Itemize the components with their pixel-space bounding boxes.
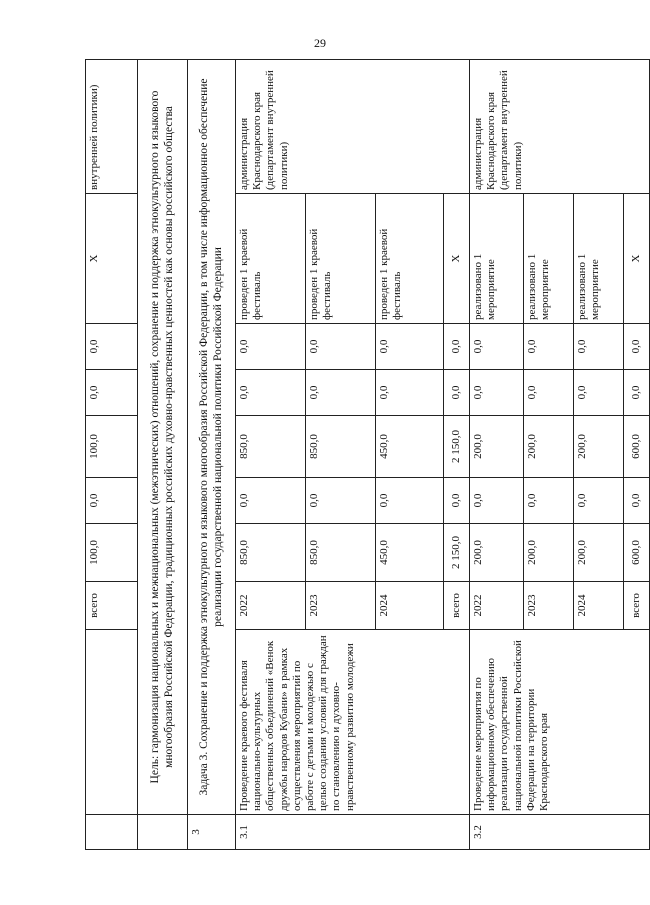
cell-empty [86,630,138,815]
header-cell: 0,0 [86,370,138,416]
header-cell: 100,0 [86,416,138,478]
task-row [188,60,236,850]
other-cell: 0,0 [470,324,524,370]
municipal-cell: 0,0 [444,370,470,416]
goal-text: Цель: гармонизация национальных и межнациональных (межэтнических) отношений, сохранение и поддержка этнокультурного и языкового многообразия Российской Федерации, традиционных российских духовно-нравственных ценностей как основы российского общества [138,60,188,815]
result-cell: реализовано 1 мероприятие [524,194,574,324]
executor-cell: администрация Краснодарского края (департамент внутренней политики) [470,60,650,194]
year-cell: всего [444,582,470,630]
municipal-cell: 0,0 [376,370,444,416]
year-cell: 2023 [306,582,376,630]
municipal-cell: 0,0 [236,370,306,416]
header-cell: 100,0 [86,524,138,582]
result-cell: реализовано 1 мероприятие [470,194,524,324]
regional-cell: 2 150,0 [444,416,470,478]
other-cell: 0,0 [306,324,376,370]
municipal-cell: 0,0 [624,370,650,416]
year-cell: 2024 [574,582,624,630]
table-row [470,60,524,850]
total-cell: 850,0 [306,524,376,582]
municipal-cell: 0,0 [524,370,574,416]
year-cell: 2022 [470,582,524,630]
federal-cell: 0,0 [306,478,376,524]
regional-cell: 450,0 [376,416,444,478]
other-cell: 0,0 [376,324,444,370]
total-cell: 850,0 [236,524,306,582]
federal-cell: 0,0 [444,478,470,524]
result-cell: проведен 1 краевой фестиваль [236,194,306,324]
cell-empty [138,815,188,850]
item-name: Проведение мероприятия по информационному обеспечению реализации государственной национальной политики Российской Федерации на территории Краснодарского края [470,630,650,815]
municipal-cell: 0,0 [306,370,376,416]
municipal-cell: 0,0 [470,370,524,416]
task-text: Задача 3. Сохранение и поддержка этнокультурного и языкового многообразия Российской Федерации, в том числе информационное обеспечение реализации государственной национальной политики Российской Федерации [188,60,236,815]
table-rotator [85,60,642,850]
other-cell: 0,0 [524,324,574,370]
federal-cell: 0,0 [236,478,306,524]
page-number: 29 [314,36,326,50]
result-cell: реализовано 1 мероприятие [574,194,624,324]
federal-cell: 0,0 [574,478,624,524]
result-cell: X [624,194,650,324]
federal-cell: 0,0 [624,478,650,524]
year-cell: 2024 [376,582,444,630]
header-cell: 0,0 [86,478,138,524]
year-cell: 2023 [524,582,574,630]
task-number: 3 [188,815,236,850]
goal-row [138,60,188,850]
regional-cell: 850,0 [306,416,376,478]
total-cell: 600,0 [624,524,650,582]
federal-cell: 0,0 [470,478,524,524]
other-cell: 0,0 [236,324,306,370]
regional-cell: 200,0 [524,416,574,478]
executor-cell: администрация Краснодарского края (департамент внутренней политики) [236,60,470,194]
header-cell: внутренней политики) [86,60,138,194]
other-cell: 0,0 [444,324,470,370]
item-number: 3.2 [470,815,650,850]
total-cell: 200,0 [574,524,624,582]
table-row [236,60,306,850]
other-cell: 0,0 [624,324,650,370]
regional-cell: 850,0 [236,416,306,478]
regional-cell: 200,0 [574,416,624,478]
municipal-cell: 0,0 [574,370,624,416]
result-cell: проведен 1 краевой фестиваль [376,194,444,324]
result-cell: X [444,194,470,324]
header-cell: X [86,194,138,324]
total-cell: 450,0 [376,524,444,582]
total-cell: 2 150,0 [444,524,470,582]
total-cell: 200,0 [470,524,524,582]
total-cell: 200,0 [524,524,574,582]
item-number: 3.1 [236,815,470,850]
header-cell: всего [86,582,138,630]
regional-cell: 600,0 [624,416,650,478]
federal-cell: 0,0 [524,478,574,524]
year-cell: всего [624,582,650,630]
header-cell: 0,0 [86,324,138,370]
federal-cell: 0,0 [376,478,444,524]
regional-cell: 200,0 [470,416,524,478]
year-cell: 2022 [236,582,306,630]
cell-empty [86,815,138,850]
header-continuation-row [86,60,138,850]
other-cell: 0,0 [574,324,624,370]
program-table [85,59,650,850]
item-name: Проведение краевого фестиваля национально-культурных общественных объединений «Венок дружбы народов Кубани» в рамках осуществления мероприятий по работе с детьми и молодежью с целью создания условий для граждан по становлению и духовно-нравственному развитию молодежи [236,630,470,815]
result-cell: проведен 1 краевой фестиваль [306,194,376,324]
